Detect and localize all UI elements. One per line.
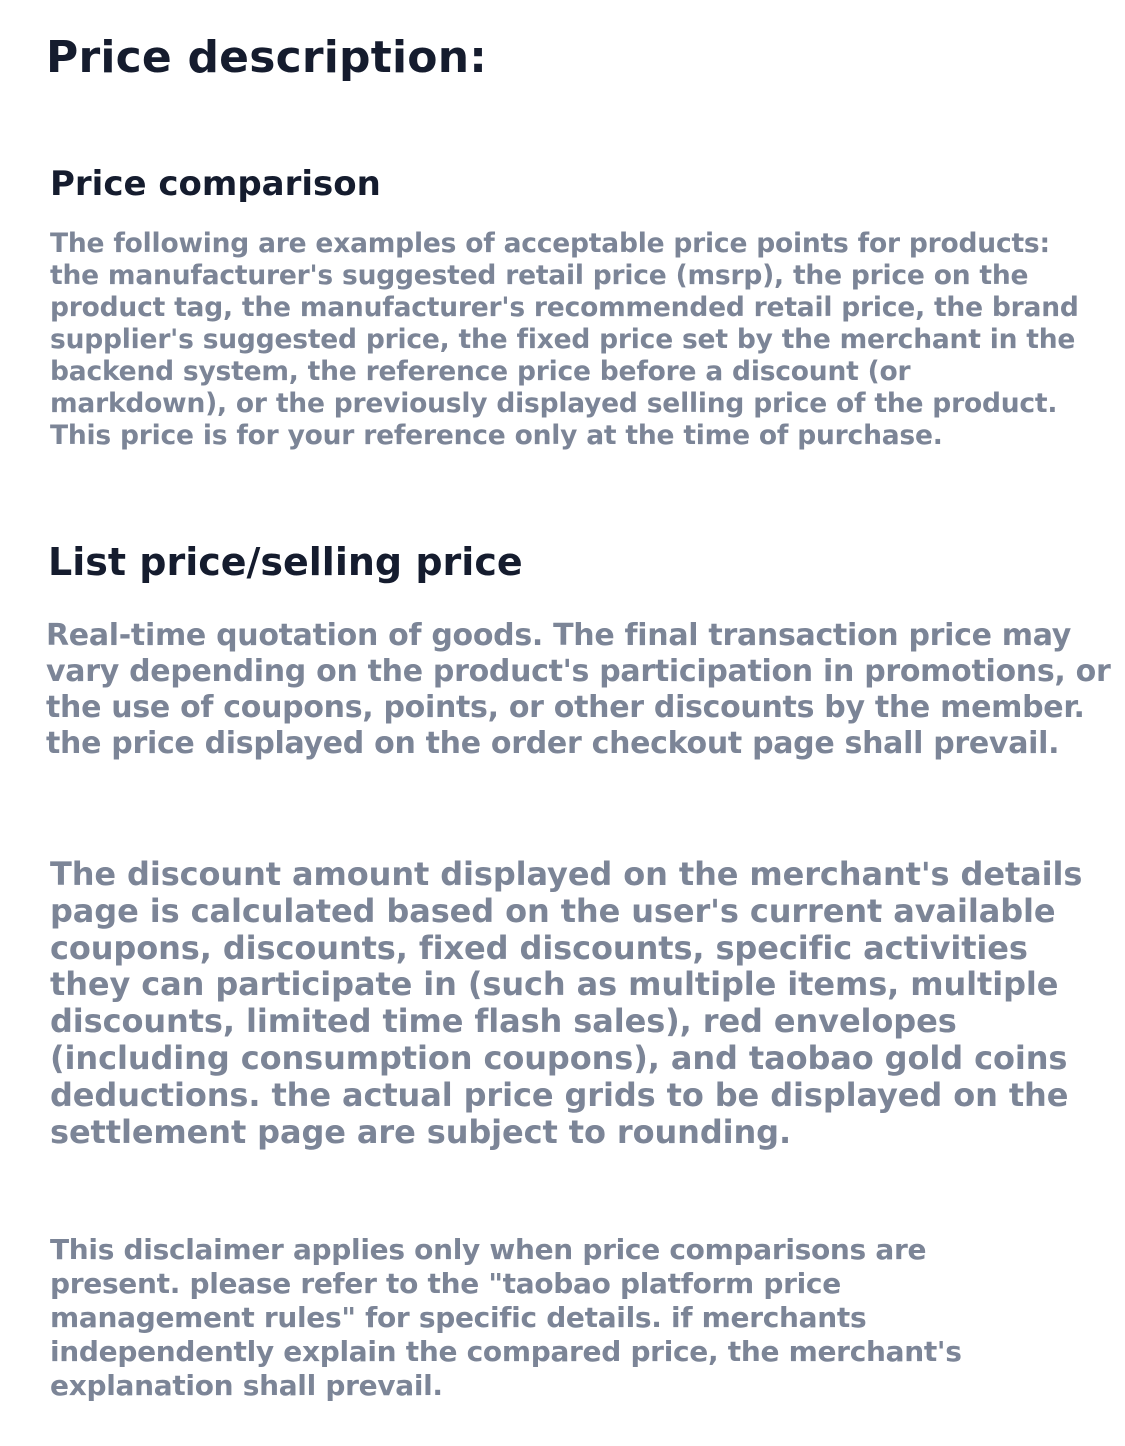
text-line: independently explain the compared price, the merchant's: [50, 1335, 962, 1368]
text-line: product tag, the manufacturer's recommended retail price, the brand: [50, 292, 1079, 323]
text-line: the price displayed on the order checkout page shall prevail.: [46, 726, 1060, 761]
page-title: Price description:: [46, 32, 488, 83]
price-comparison-text: [50, 228, 1079, 452]
text-line: management rules" for specific details. if merchants: [50, 1301, 867, 1334]
text-line: backend system, the reference price before a discount (or: [50, 356, 911, 387]
list-price-heading: List price/selling price: [48, 540, 523, 584]
price-comparison-heading: Price comparison: [50, 164, 381, 204]
text-line: the manufacturer's suggested retail price (msrp), the price on the: [50, 260, 1029, 291]
text-line: coupons, discounts, fixed discounts, specific activities: [50, 928, 1028, 967]
text-line: explanation shall prevail.: [50, 1369, 443, 1402]
text-line: This price is for your reference only at the time of purchase.: [50, 420, 943, 451]
text-line: The discount amount displayed on the merchant's details: [50, 855, 1083, 893]
text-line: present. please refer to the "taobao platform price: [50, 1267, 841, 1300]
text-line: deductions. the actual price grids to be displayed on the: [50, 1075, 1069, 1114]
text-line: settlement page are subject to rounding.: [50, 1112, 792, 1151]
text-line: Real-time quotation of goods. The final transaction price may: [46, 618, 1072, 653]
text-line: the use of coupons, points, or other discounts by the member.: [46, 690, 1085, 725]
text-line: discounts, limited time flash sales), red envelopes: [50, 1002, 957, 1041]
text-line: (including consumption coupons), and taobao gold coins: [50, 1038, 1068, 1077]
text-line: vary depending on the product's participation in promotions, or: [46, 654, 1111, 689]
list-price-text: [46, 618, 1110, 762]
text-line: page is calculated based on the user's current available: [50, 891, 1056, 930]
text-line: supplier's suggested price, the fixed price set by the merchant in the: [50, 324, 1076, 355]
text-line: markdown), or the previously displayed selling price of the product.: [50, 388, 1058, 419]
discount-note-text: [50, 856, 1082, 1150]
disclaimer-text: [50, 1233, 962, 1403]
text-line: they can participate in (such as multiple items, multiple: [50, 965, 1059, 1004]
text-line: This disclaimer applies only when price comparisons are: [50, 1233, 927, 1266]
text-line: The following are examples of acceptable price points for products:: [50, 228, 1050, 259]
